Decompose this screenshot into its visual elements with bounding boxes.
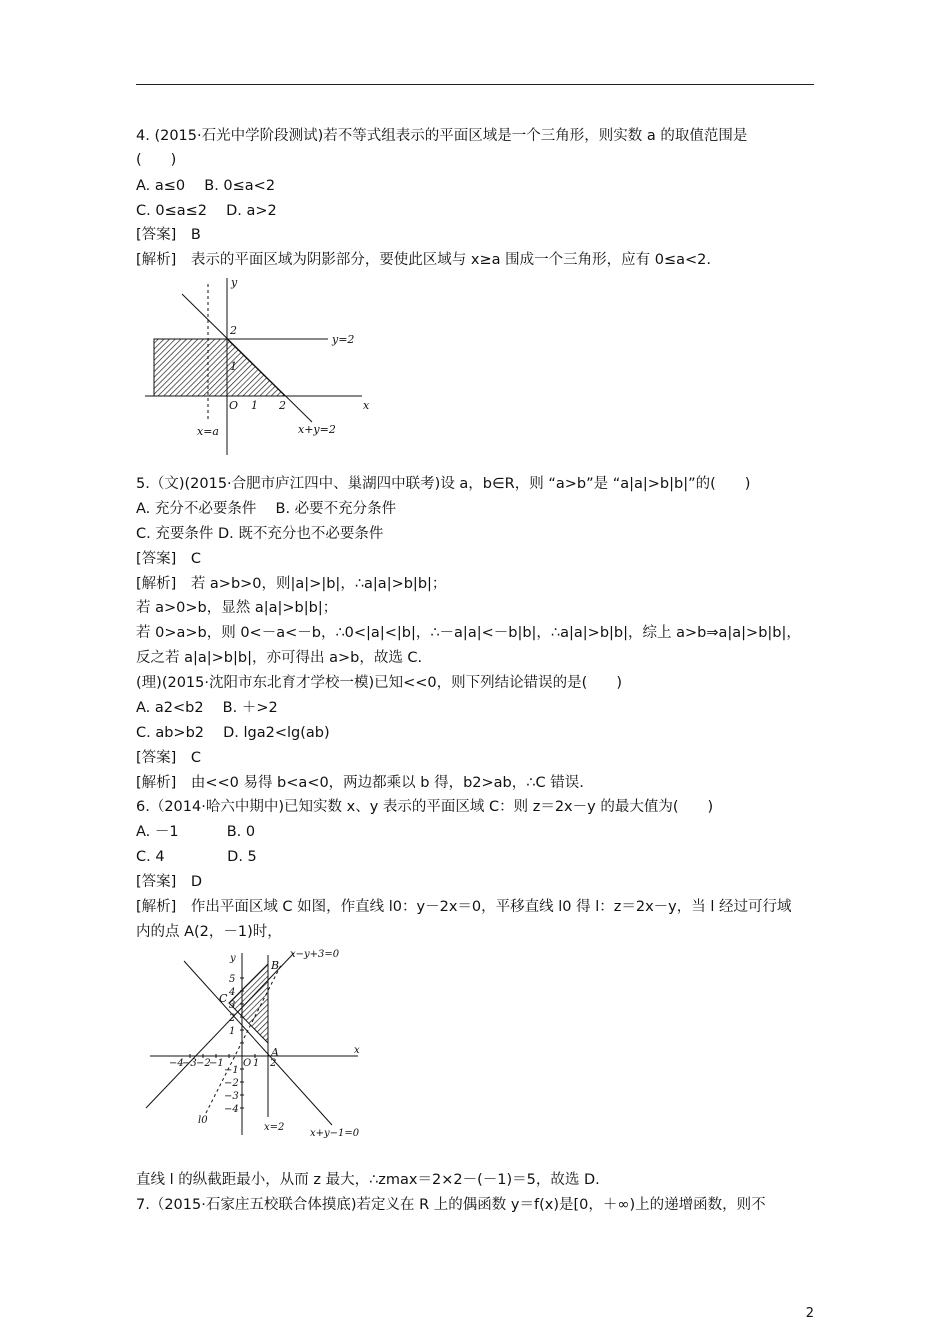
q5-answer: [答案] C (136, 551, 201, 567)
y-tick-neg4: −4 (224, 1104, 239, 1115)
q5-stem: 5.（文)(2015·合肥市庐江四中、巢湖四中联考)设 a，b∈R，则 “a>b”是 “a|a|>b|b|”的( ) (136, 476, 751, 492)
x-axis-label: x (354, 1045, 360, 1056)
q5-analysis-line-3: 若 0>a>b，则 0<－a<－b，∴0<|a|<|b|，∴－a|a|<－b|b|，∴a|a|>b|b|，综上 a>b⇒a|a|>b|b|， (136, 625, 801, 641)
header-rule (136, 84, 814, 85)
y-tick-5: 5 (229, 974, 236, 985)
q6-options-ab: A. －1 B. 0 (136, 824, 256, 840)
point-A-label: A (271, 1046, 279, 1059)
q6-analysis-line-3: 直线 l 的纵截距最小，从而 z 最大，∴zmax＝2×2－(－1)＝5，故选 D. (136, 1172, 600, 1188)
q5-analysis-line-4: 反之若 a|a|>b|b|，亦可得出 a>b，故选 C. (136, 650, 423, 666)
q5-options-cd: C. 充要条件 D. 既不充分也不必要条件 (136, 526, 384, 542)
label-line-x-plus-y-minus-1: x+y−1=0 (310, 1128, 360, 1139)
x-tick-neg2: −2 (196, 1058, 211, 1069)
y-tick-neg3: −3 (224, 1091, 239, 1102)
x-tick-2: 2 (279, 399, 286, 412)
q6-options-cd: C. 4 D. 5 (136, 849, 257, 865)
q5-options-ab: A. 充分不必要条件 B. 必要不充分条件 (136, 501, 397, 517)
q5-science-answer: [答案] C (136, 750, 201, 766)
y-tick-1: 1 (230, 360, 237, 373)
label-x-plus-y-eq-2: x+y=2 (298, 423, 336, 436)
y-tick-neg1: −1 (224, 1065, 239, 1076)
line-l0-label: l0 (198, 1115, 208, 1126)
figure-2-feasible-region (140, 945, 380, 1145)
x-tick-neg3: −3 (182, 1058, 197, 1069)
x-tick-neg4: −4 (169, 1058, 184, 1069)
label-line-x-minus-y-plus-3: x−y+3=0 (290, 949, 340, 960)
page-number: 2 (805, 1306, 814, 1321)
q4-analysis: [解析] 表示的平面区域为阴影部分，要使此区域与 x≥a 围成一个三角形，应有 0≤a<2. (136, 252, 711, 268)
q4-options-cd: C. 0≤a≤2 D. a>2 (136, 203, 277, 219)
q5-analysis-line-1: [解析] 若 a>b>0，则|a|>|b|，∴a|a|>b|b|； (136, 576, 447, 592)
y-axis-label: y (230, 953, 236, 964)
y-tick-3: 3 (229, 1000, 236, 1011)
q5-science-options-ab: A. a2<b2 B. ＋>2 (136, 700, 278, 716)
q5-analysis-line-2: 若 a>0>b，显然 a|a|>b|b|； (136, 600, 338, 616)
x-tick-1: 1 (251, 399, 258, 412)
q4-options-ab: A. a≤0 B. 0≤a<2 (136, 178, 276, 194)
q5-science-options-cd: C. ab>b2 D. lga2<lg(ab) (136, 725, 330, 741)
point-B-label: B (271, 959, 280, 972)
q5-science-analysis: [解析] 由<<0 易得 b<a<0，两边都乘以 b 得，b2>ab，∴C 错误. (136, 775, 584, 791)
y-tick-4: 4 (229, 987, 236, 998)
label-x-eq-a: x=a (197, 425, 219, 438)
y-axis-label: y (231, 276, 238, 289)
x-tick-2: 2 (270, 1058, 277, 1069)
origin-label: O (229, 399, 239, 412)
q6-analysis-line-1: [解析] 作出平面区域 C 如图，作直线 l0：y－2x＝0，平移直线 l0 得 l：z＝2x－y，当 l 经过可行域 (136, 899, 792, 915)
x-tick-neg1: −1 (209, 1058, 224, 1069)
label-y-eq-2: y=2 (332, 333, 355, 346)
q5-science-stem: (理)(2015·沈阳市东北育才学校一模)已知<<0，则下列结论错误的是( ) (136, 675, 622, 691)
y-tick-neg2: −2 (224, 1078, 239, 1089)
q4-answer: [答案] B (136, 227, 201, 243)
label-line-x-eq-2: x=2 (264, 1122, 285, 1133)
point-C-label: C (219, 992, 228, 1005)
origin-label: O (243, 1058, 252, 1069)
x-axis-label: x (363, 399, 370, 412)
line-l0 (206, 963, 282, 1113)
q6-stem: 6.（2014·哈六中期中)已知实数 x、y 表示的平面区域 C：则 z＝2x－y 的最大值为( ) (136, 799, 714, 815)
q6-answer: [答案] D (136, 874, 202, 890)
shaded-region (154, 339, 285, 396)
q6-analysis-line-2: 内的点 A(2，－1)时， (136, 924, 282, 940)
q4-stem-line-2: ( ) (136, 152, 177, 168)
q4-stem-line-1: 4. (2015·石光中学阶段测试)若不等式组表示的平面区域是一个三角形，则实数 a 的取值范围是 (136, 128, 748, 144)
x-tick-1: 1 (253, 1058, 260, 1069)
q7-stem: 7.（2015·石家庄五校联合体摸底)若定义在 R 上的偶函数 y＝f(x)是[0，＋∞)上的递增函数，则不 (136, 1197, 766, 1213)
y-tick-1: 1 (229, 1026, 236, 1037)
y-tick-2: 2 (229, 1013, 236, 1024)
figure-1-feasible-region (140, 272, 380, 458)
y-tick-2: 2 (230, 324, 237, 337)
